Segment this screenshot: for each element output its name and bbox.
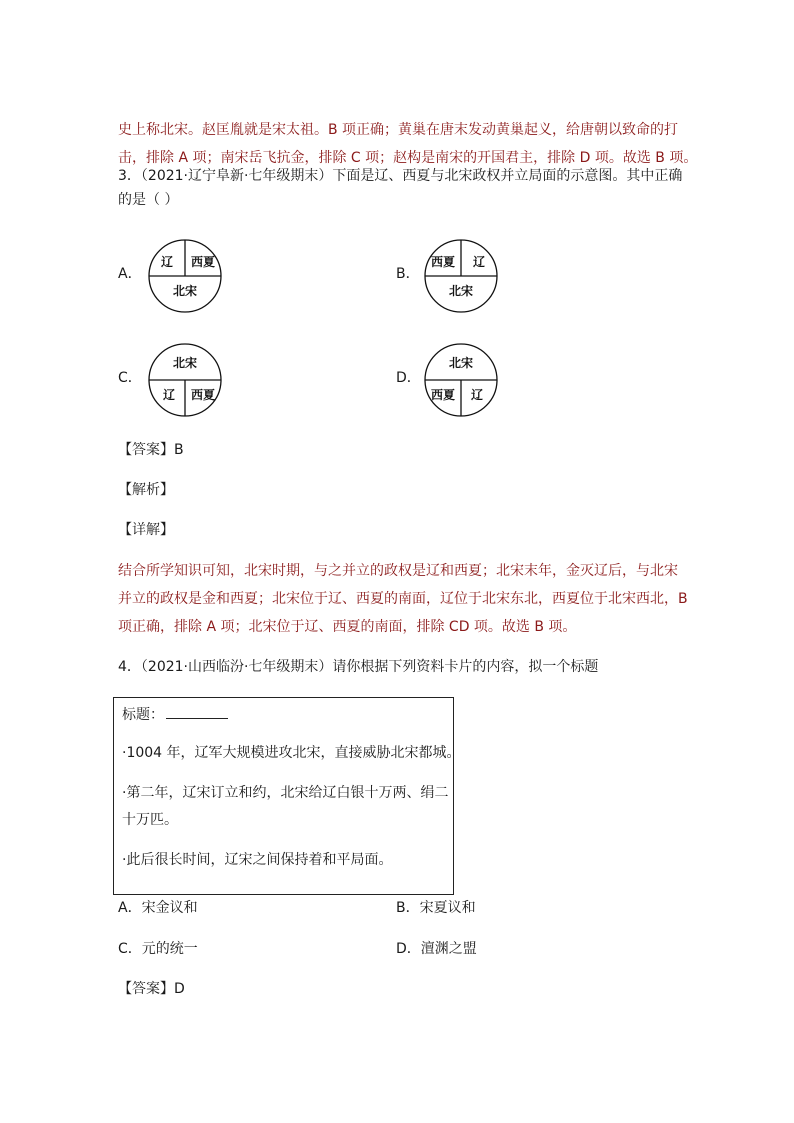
q3-detail-line-3: 项正确，排除 A 项；北宋位于辽、西夏的南面，排除 CD 项。故选 B 项。: [118, 619, 577, 635]
q4-material-card: [113, 697, 461, 895]
q3-option-a-label: A．: [118, 266, 142, 282]
q4-option-b: B．宋夏议和: [396, 900, 476, 916]
q3-detail-line-1: 结合所学知识可知，北宋时期，与之并立的政权是辽和西夏；北宋末年，金灭辽后，与北宋: [118, 563, 678, 579]
card-item-2-line-1: ·第二年，辽宋订立和约，北宋给辽白银十万两、绢二: [122, 785, 449, 801]
label-xixia: 西夏: [190, 388, 216, 402]
label-xixia: 西夏: [430, 388, 456, 402]
q4-answer: 【答案】D: [118, 981, 185, 997]
q3-option-c-diagram: [147, 342, 223, 418]
card-item-1: ·1004 年，辽军大规模进攻北宋，直接威胁北宋都城。: [122, 745, 461, 761]
label-liao: 辽: [160, 255, 174, 269]
q3-option-a-diagram: [147, 238, 223, 314]
label-beisong: 北宋: [448, 284, 474, 298]
label-beisong: 北宋: [172, 284, 198, 298]
card-title-label: 标题：: [122, 707, 164, 723]
label-xixia: 西夏: [190, 255, 216, 269]
q3-option-b-label: B．: [396, 266, 420, 282]
card-title-row: [122, 704, 228, 725]
q3-answer: 【答案】B: [118, 442, 184, 458]
q3-option-c-label: C．: [118, 370, 142, 386]
q3-stem-line-2: 的是（ ）: [118, 192, 179, 208]
q3-analysis-heading: 【解析】: [118, 482, 174, 498]
q3-detail-line-2: 并立的政权是金和西夏；北宋位于辽、西夏的南面，辽位于北宋东北，西夏位于北宋西北，B: [118, 591, 688, 607]
card-item-2-line-2: 十万匹。: [122, 812, 178, 828]
label-xixia: 西夏: [430, 255, 456, 269]
explanation-line-1: 史上称北宋。赵匡胤就是宋太祖。B 项正确；黄巢在唐末发动黄巢起义，给唐朝以致命的打: [118, 122, 679, 138]
title-blank: [166, 704, 228, 719]
q4-option-c: C．元的统一: [118, 941, 198, 957]
q3-option-d-label: D．: [396, 370, 421, 386]
label-liao: 辽: [162, 388, 176, 402]
q3-stem-line-1: 3．（2021·辽宁阜新·七年级期末）下面是辽、西夏与北宋政权并立局面的示意图。其中正确: [118, 168, 683, 184]
q3-detail-heading: 【详解】: [118, 522, 174, 538]
label-liao: 辽: [470, 388, 484, 402]
q4-option-d: D．澶渊之盟: [396, 941, 477, 957]
q4-option-a: A．宋金议和: [118, 900, 198, 916]
card-item-3: ·此后很长时间，辽宋之间保持着和平局面。: [122, 852, 393, 868]
label-liao: 辽: [472, 255, 486, 269]
q4-stem: 4．（2021·山西临汾·七年级期末）请你根据下列资料卡片的内容，拟一个标题: [118, 659, 599, 675]
q3-option-d-diagram: [423, 342, 499, 418]
q3-option-b-diagram: [423, 238, 499, 314]
label-beisong: 北宋: [448, 356, 474, 370]
label-beisong: 北宋: [172, 356, 198, 370]
explanation-line-2: 击，排除 A 项；南宋岳飞抗金，排除 C 项；赵构是南宋的开国君主，排除 D 项。故选 B 项。: [118, 150, 698, 166]
